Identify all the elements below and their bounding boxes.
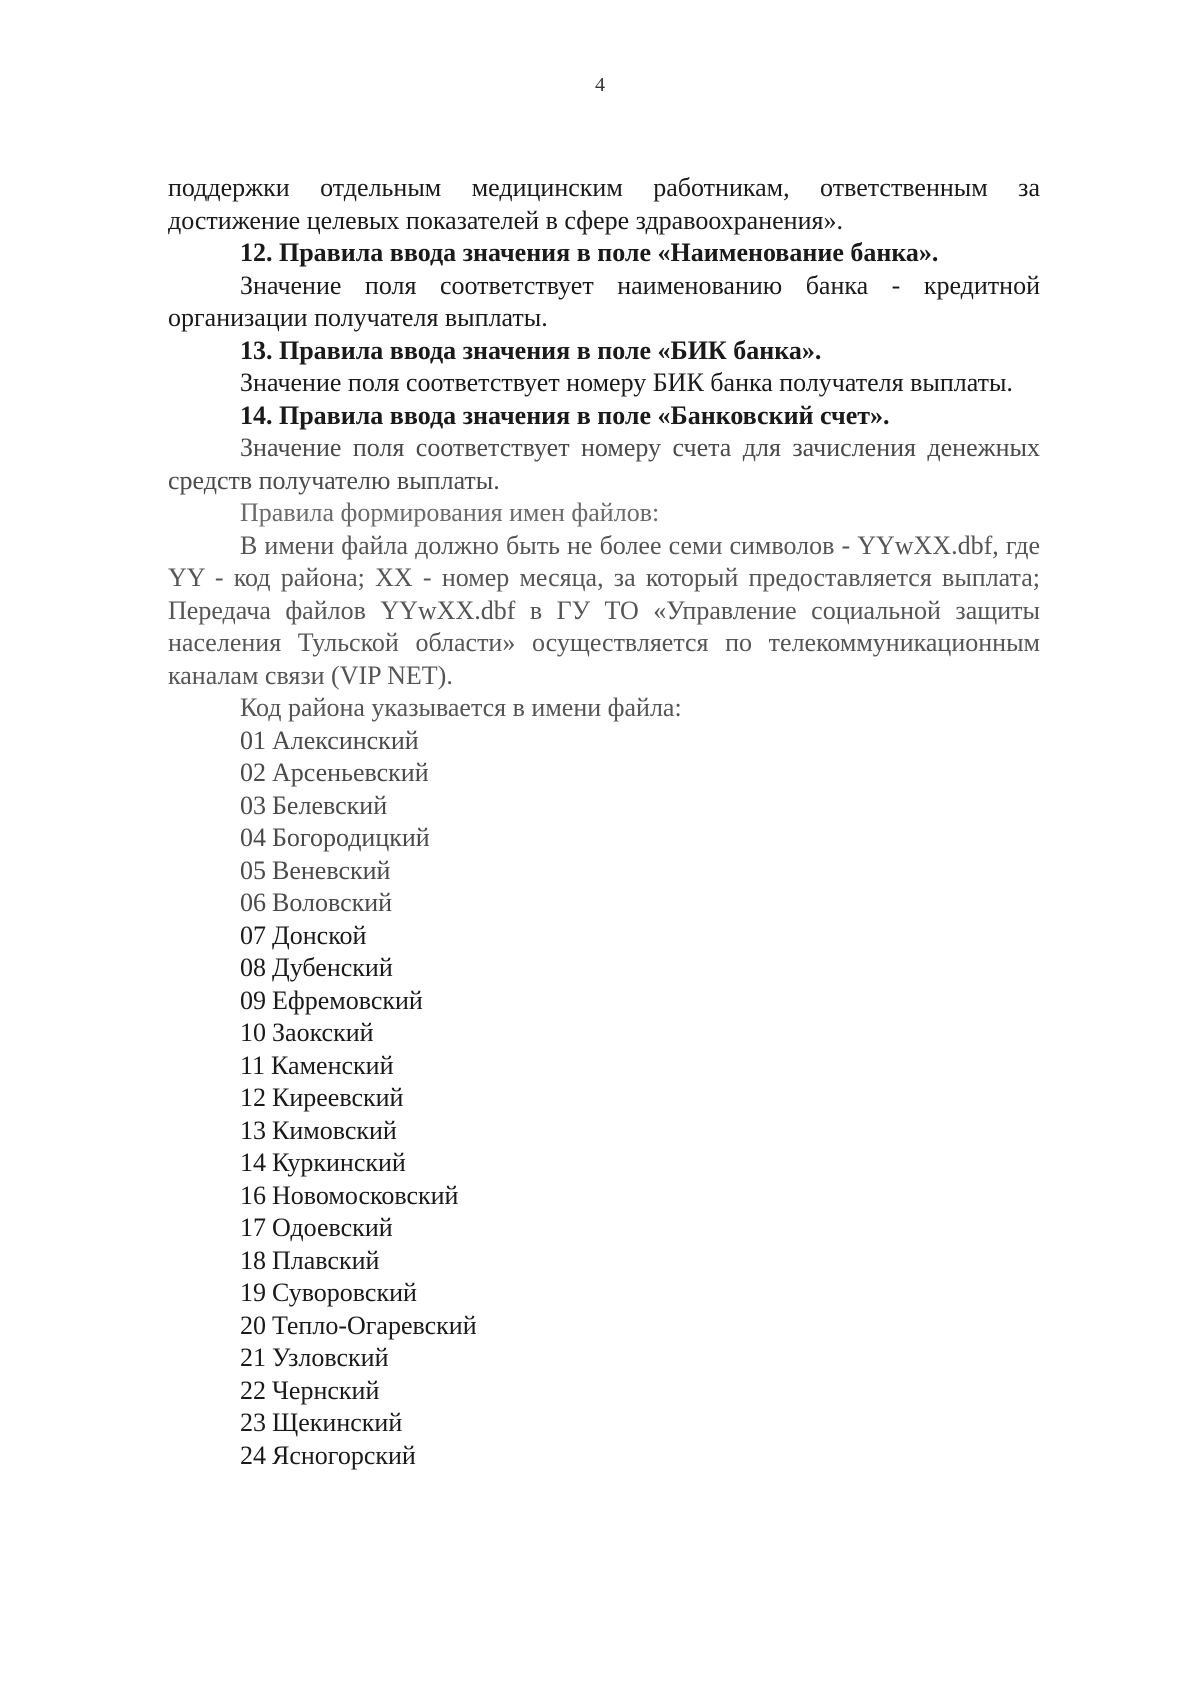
district-item <box>168 1050 1040 1083</box>
file-naming-rules-title: Правила формирования имен файлов: <box>240 498 660 527</box>
district-item <box>168 1115 1040 1148</box>
district-code: 24 <box>240 1440 266 1470</box>
district-code: 07 <box>240 920 266 950</box>
district-code: 12 <box>240 1083 266 1112</box>
district-name: Богородицкий <box>272 823 430 852</box>
district-name: Щекинский <box>272 1408 403 1437</box>
page-number: 4 <box>595 74 605 96</box>
district-name: Ефремовский <box>272 985 423 1015</box>
district-item <box>168 1017 1040 1050</box>
district-name: Воловский <box>272 888 393 917</box>
district-name: Новомосковский <box>272 1180 459 1210</box>
district-name: Донской <box>272 920 367 950</box>
document-body <box>168 172 1040 1472</box>
district-code: 03 <box>240 790 266 820</box>
district-code-intro: Код района указывается в имени файла: <box>240 693 682 722</box>
district-item <box>168 1407 1040 1440</box>
district-item <box>168 1082 1040 1115</box>
district-item <box>168 1342 1040 1375</box>
district-code: 18 <box>240 1245 266 1275</box>
district-item <box>168 1147 1040 1180</box>
district-item <box>168 1180 1040 1213</box>
district-item <box>168 887 1040 920</box>
district-list <box>168 725 1040 1473</box>
district-item <box>168 952 1040 985</box>
district-name: Кимовский <box>272 1115 397 1145</box>
district-code: 13 <box>240 1115 266 1145</box>
section-12-text: Значение поля соответствует наименованию банка - кредитной организации получателя выплаты. <box>168 270 1040 332</box>
district-code: 06 <box>240 888 266 917</box>
district-code: 05 <box>240 855 266 885</box>
district-name: Суворовский <box>272 1278 417 1307</box>
district-code: 01 <box>240 725 266 755</box>
district-item <box>168 757 1040 790</box>
district-code: 17 <box>240 1213 266 1242</box>
section-14-heading: 14. Правила ввода значения в поле «Банковский счет». <box>240 400 890 430</box>
district-code: 22 <box>240 1375 266 1405</box>
district-item <box>168 1245 1040 1278</box>
district-item <box>168 725 1040 758</box>
district-name: Белевский <box>272 790 388 820</box>
section-14-text: Значение поля соответствует номеру счета для зачисления денежных средств получателю выплаты. <box>168 433 1040 495</box>
district-item <box>168 1212 1040 1245</box>
district-name: Дубенский <box>272 953 393 982</box>
section-13-heading: 13. Правила ввода значения в поле «БИК банка». <box>240 335 822 365</box>
district-code: 09 <box>240 985 266 1015</box>
district-code: 16 <box>240 1180 266 1210</box>
district-name: Плавский <box>272 1245 380 1275</box>
district-item <box>168 920 1040 953</box>
district-code: 23 <box>240 1408 266 1437</box>
district-item <box>168 790 1040 823</box>
district-item <box>168 1310 1040 1343</box>
paragraph-continuation: поддержки отдельным медицинским работникам, ответственным за достижение целевых показателей в сфере здравоохранения». <box>168 173 1040 235</box>
district-name: Узловский <box>272 1343 389 1372</box>
district-name: Веневский <box>272 855 391 885</box>
district-code: 02 <box>240 758 266 787</box>
district-item <box>168 1440 1040 1473</box>
district-name: Киреевский <box>272 1083 404 1112</box>
district-code: 19 <box>240 1278 266 1307</box>
district-code: 14 <box>240 1148 266 1177</box>
district-code: 21 <box>240 1343 266 1372</box>
district-code: 11 <box>240 1050 266 1080</box>
district-item <box>168 822 1040 855</box>
district-code: 08 <box>240 953 266 982</box>
district-item <box>168 1375 1040 1408</box>
district-name: Каменский <box>271 1050 394 1080</box>
section-13-text: Значение поля соответствует номеру БИК банка получателя выплаты. <box>240 368 1013 397</box>
district-item <box>168 855 1040 888</box>
district-code: 10 <box>240 1018 266 1047</box>
district-name: Заокский <box>272 1018 374 1047</box>
district-name: Одоевский <box>272 1213 393 1242</box>
district-code: 04 <box>240 823 266 852</box>
district-name: Арсеньевский <box>272 758 429 787</box>
section-12-heading: 12. Правила ввода значения в поле «Наименование банка». <box>240 238 939 267</box>
district-name: Тепло-Огаревский <box>272 1310 477 1340</box>
district-name: Ясногорский <box>272 1440 416 1470</box>
district-name: Чернский <box>272 1375 380 1405</box>
district-code: 20 <box>240 1310 266 1340</box>
district-name: Алексинский <box>272 725 419 755</box>
district-item <box>168 985 1040 1018</box>
file-naming-rules-text: В имени файла должно быть не более семи символов - YYwXX.dbf, где YY - код района; XX - номер месяца, за который предоставляется выплата; Передача файлов YYwXX.dbf в ГУ ТО «Управление социальной защиты населения Тульской области» осуществляется по телекоммуникационным каналам связи (VIP NET). <box>168 530 1040 690</box>
district-item <box>168 1277 1040 1310</box>
district-name: Куркинский <box>272 1148 406 1177</box>
